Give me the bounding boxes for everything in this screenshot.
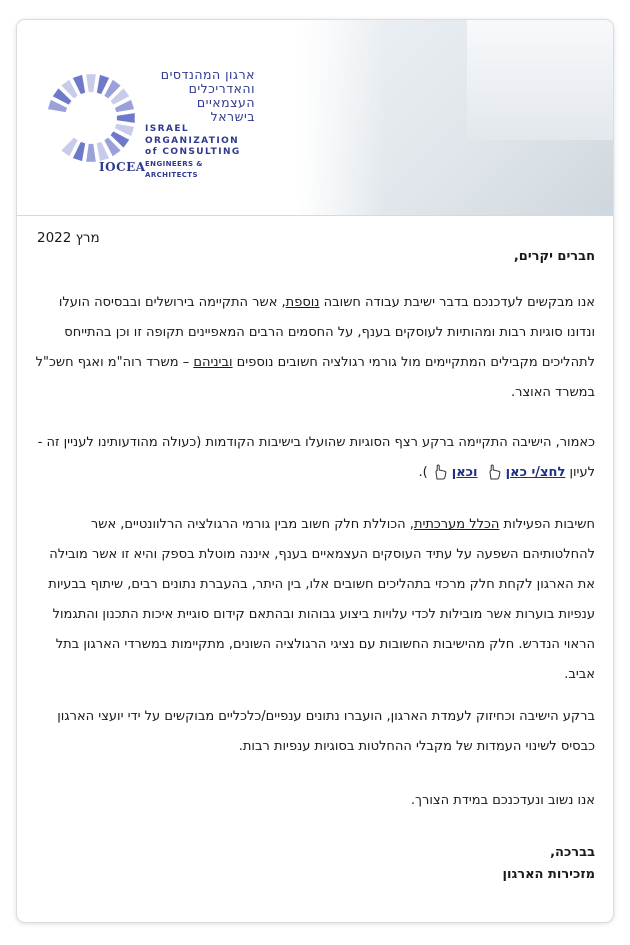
p3-underline: הכלל מערכתית bbox=[413, 517, 500, 532]
paragraph-2 bbox=[33, 428, 595, 488]
logo-text bbox=[145, 68, 255, 182]
header-banner bbox=[17, 20, 613, 216]
logo-heb-line-4: בישראל bbox=[210, 109, 255, 124]
paragraph-1 bbox=[33, 288, 595, 408]
logo-ring-segment bbox=[117, 113, 135, 123]
p1-text-a: אנו מבקשים לעדכנכם בדבר ישיבת עבודה חשובה bbox=[319, 295, 595, 310]
pointing-hand-icon bbox=[486, 462, 502, 478]
organization-logo bbox=[41, 68, 256, 198]
logo-ring-icon bbox=[41, 68, 141, 168]
paragraph-5: אנו נשוב ונעדכנכם במידת הצורך. bbox=[410, 793, 595, 808]
logo-eng-line-2: ORGANIZATION bbox=[145, 135, 240, 146]
paragraph-3 bbox=[33, 510, 595, 690]
logo-heb-line-1: ארגון המהנדסים bbox=[160, 67, 255, 82]
logo-heb-line-3: העצמאיים bbox=[196, 95, 255, 110]
logo-ring-segment bbox=[86, 74, 96, 92]
link-click-here[interactable]: לחצ/י כאן bbox=[505, 465, 566, 480]
newsletter-card bbox=[17, 20, 613, 922]
letter-closing: בברכה, bbox=[550, 845, 595, 860]
logo-eng-line-3: of CONSULTING bbox=[145, 147, 241, 157]
logo-acronym: IOCEA bbox=[99, 160, 146, 174]
p3-text-b: , הכוללת חלק חשוב מבין גורמי הרגולציה הרלוונטיים, אשר להחלטותיהם השפעה על עתיד העוסקים העצמאיים בענף, איננה מוטלת בספק והיא זו אשר מובילה את הארגון לקחת חלק מרכזי בתהליכים חשובים אלו, בין היתר, בהעברת נתונים רבים, שיתוף בבעיות ענפיות בוערות אשר מובילות לכדי עלויות ביצוע גבוהות ובהתאם קידום סוגיית איכות התכנון והתגמול הראוי הנדרש. חלק מהישיבות החשובות עם נציגי הרגולציה השונים, מתקיימות במשרדי הארגון בתל אביב. bbox=[48, 517, 595, 682]
p2-text-b: ). bbox=[418, 465, 428, 480]
letter-date: מרץ 2022 bbox=[37, 230, 100, 246]
p2-text-a: כאמור, הישיבה התקיימה ברקע רצף הסוגיות שהועלו בישיבות הקודמות (כעולה מהודעותינו לעניין זה - לעיון bbox=[37, 435, 595, 480]
pointing-hand-icon bbox=[432, 462, 448, 478]
logo-eng-line-4: ENGINEERS & ARCHITECTS bbox=[145, 159, 203, 179]
p3-text-a: חשיבות הפעילות bbox=[499, 517, 595, 532]
logo-heb-line-2: והאדריכלים bbox=[188, 81, 255, 96]
paragraph-4: ברקע הישיבה וכחיזוק לעמדת הארגון, הועברו נתונים ענפיים/כלכליים מבוקשים על ידי יועצי הארגון כבסיס לשינוי העמדות של מקבלי ההחלטות בסוגיות ענפיות רבות. bbox=[57, 709, 595, 754]
p1-text-b: , אשר התקיימה בירושלים ובבסיסה הועלו ונדונו סוגיות רבות ומהותיות לעוסקים בענף, על החסמים הרבים המאפיינים תקופה זו וכן בהתייחס לתהליכים מקבילים המתקיימים מול גורמי רגולציה חשובים נוספים bbox=[58, 295, 595, 370]
logo-eng-line-1: ISRAEL bbox=[145, 124, 190, 134]
header-photo bbox=[297, 20, 613, 216]
p1-underline-1: נוספת bbox=[285, 295, 320, 310]
p1-text-c: – משרד רוה"מ ואגף חשכ"ל במשרד האוצר. bbox=[35, 355, 595, 400]
letter-signature: מזכירות הארגון bbox=[502, 867, 595, 882]
p1-underline-2: וביניהם bbox=[193, 355, 233, 370]
link-and-here[interactable]: וכאן bbox=[451, 465, 478, 480]
logo-ring-segment bbox=[86, 144, 96, 162]
letter-greeting: חברים יקרים, bbox=[513, 249, 595, 264]
